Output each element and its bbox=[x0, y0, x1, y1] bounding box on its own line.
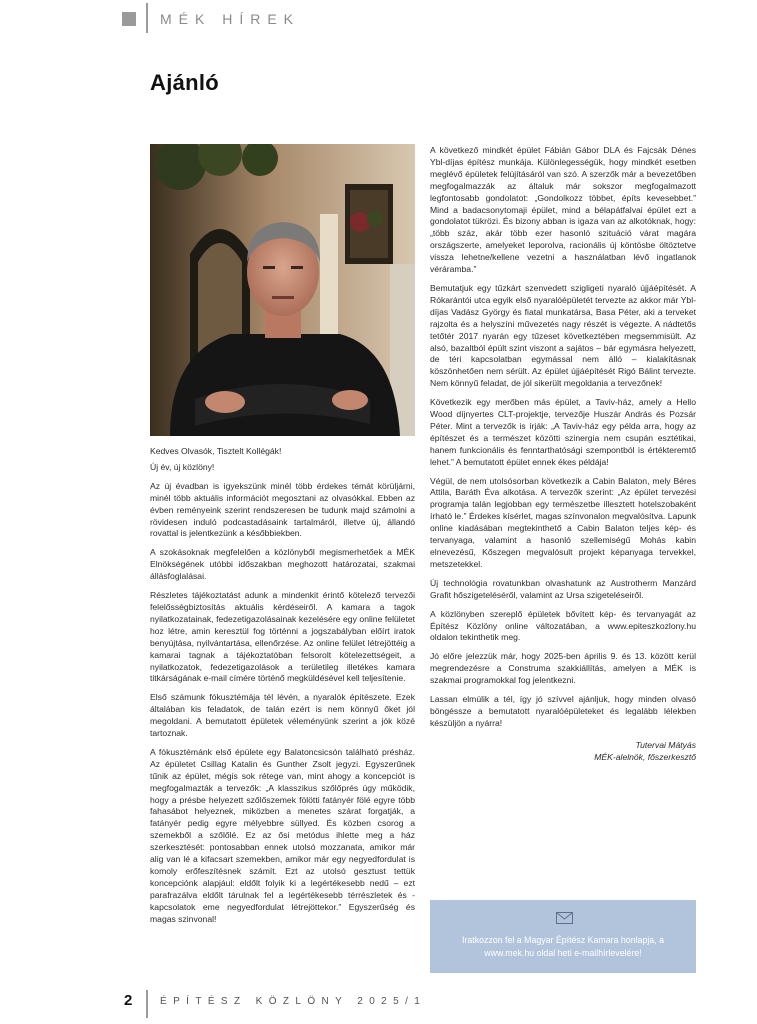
header-square-marker bbox=[122, 12, 136, 26]
paragraph: Bemutatjuk egy tűzkárt szenvedett szigligeti nyaraló újjáépítését. A Rókarántói utca egyik első nyaralóépületét tervezte az akkor már Ybl-díjas Vadász György és fiatal munkatársa, Basa Péter, aki a terveket rajzolta és a helyszíni művezetés nagy részét is végezte. A nádtetős tetőtér 2017 nyarán egy tűzeset következtében megsemmisült. Az alsó, bazaltból épült szint viszont a sajátos – bár egymásra helyezett, de téri kapcsolatban egymással nem álló – kialakításnak köszönhetően nem sérült. Az épület újjáépítését Rigó Bálint tervezte. Nem könnyű feladat, de jól sikerült megoldania a tervezőnek! bbox=[430, 282, 696, 389]
newsletter-signup-box[interactable] bbox=[430, 900, 696, 973]
paragraph: Jó előre jelezzük már, hogy 2025-ben április 9. és 13. között kerül megrendezésre a Construma szakkiállítás, amelyen a MÉK is szakmai programokkal fog jelentkezni. bbox=[430, 651, 696, 686]
paragraph: A szokásoknak megfelelően a közlönyből megismerhetőek a MÉK Elnökségének utóbbi időszakban meghozott határozatai, szakmai állásfoglalásai. bbox=[150, 547, 415, 582]
envelope-icon bbox=[556, 912, 573, 924]
salutation: Kedves Olvasók, Tisztelt Kollégák! bbox=[150, 446, 282, 456]
right-text-column bbox=[430, 145, 696, 764]
paragraph: Részletes tájékoztatást adunk a mindenkit érintő kötelező tervezői felelősségbiztosítás aktuális kérdéseiről. A kamara a tagok nyilatkozatainak, fedezetigazolásainak kezelésére egy online felületet hoz létre, amin keresztül fog történni a jogszabályban előírt iratok benyújtása, nyilvántartása, ellenőrzése. Az online felület létrejöttéig a kamarai tagnak a tájékoztatóban felsorolt kötelezettségeit, a nyilatkozatok, fedezetigazolások a területileg illetékes kamara titkárságának e-mail címére történő megküldésével kell teljesítenie. bbox=[150, 590, 415, 684]
greeting: Új év, új közlöny! bbox=[150, 461, 215, 472]
paragraph: Következik egy merőben más épület, a Taviv-ház, amely a Hello Wood díjnyertes CLT-projektje, tervezője Huszár András és Pozsár Péter. Mint a tervezők is írják: „A Taviv-ház egy példa arra, hogy az építészet és a természet közötti szinergia nem csupán esztétikai, hanem funkcionális és fenntarthatósági szempontból is értékteremtő lehet.” A bemutatott épület ennek ékes példája! bbox=[430, 397, 696, 467]
paragraph: Lassan elmúlik a tél, így jó szívvel ajánljuk, hogy minden olvasó böngéssze a bemutatott nyaralóépületeket és legalább lélekben készüljön a nyárra! bbox=[430, 694, 696, 728]
page-title: Ajánló bbox=[150, 70, 220, 95]
paragraph: A közlönyben szereplő épületek bővített kép- és tervanyagát az Építész Közlöny online változatában, a www.epiteszkozlony.hu oldalon tekinthetik meg. bbox=[430, 608, 696, 643]
paragraph: A fókusztémánk első épülete egy Balatoncsicsón található présház. Az épületet Csillag Katalin és Gunther Zsolt jegyzi. Egyszerűnek tűnik az épület, mégis sok rétege van, mint ahogy a koncepciót is megfogalmazták a tervezők: „A klasszikus szőlőprés úgy működik, hogy a présbe helyezett szőlőszemek fölötti fatányér fölé egyre több fahasábot helyeznek, miközben a menetes szárat forgatják, a fatányér pedig egyre mélyebbre süllyed. És közben csorog a szemekből a szőlőlé. Ez az ősi metódus ihlette meg a ház szerkesztését: pontosabban ennek utolsó mozzanata, amikor már alig van lé a kifacsart szemekben, amikor már egy negyedfordulat is komoly erőfeszítésnek számít. Ezt az utolsó gesztust tettük koncepciónk alapjául: eldőlt folyik ki a legértékesebb nedű – ezt parafrazálva eldőlt tárulnak fel a legértékesebb térrészletek és -kapcsolatok eme negyedfordulat létrejöttekor.” Egyszerűség és magas szinvonal! bbox=[150, 746, 415, 924]
signature-role: MÉK-alelnök, főszerkesztő bbox=[594, 751, 696, 762]
author-portrait-photo bbox=[150, 144, 415, 436]
paragraph: Új technológia rovatunkban olvashatunk az Austrotherm Manzárd Grafit hőszigeteléséről, valamint az Ursa szigeteléseiről. bbox=[430, 577, 696, 600]
paragraph: Az új évadban is igyekszünk minél több érdekes témát körüljárni, minél több aktuális információt megosztani az olvasókkal. Ebben az évben reményeink szerint rendszeresen be tudunk majd számolni a rövidesen induló podcastadásaink tartalmáról, illetve új, állandó rovattal is jelentkezünk a későbbiekben. bbox=[150, 480, 415, 539]
footer-divider bbox=[146, 990, 148, 1018]
section-label: MÉK HÍREK bbox=[160, 11, 301, 27]
paragraph: Első számunk fókusztémája tél lévén, a nyaralók építészete. Ezek általában kis feladatok, de talán ezért is nem könnyű őket jól megoldani. A bemutatott épületek véleményünk szerint a jók közé tartoznak. bbox=[150, 692, 415, 739]
paragraph: Végül, de nem utolsósorban következik a Cabin Balaton, mely Béres Attila, Baráth Éva alkotása. A tervezők szerint: „Az épület tervezési programja talán legjobban egy természetbe illesztett hotelszobaként írható le.” Érdekes kísérlet, magas színvonalon megvalósítva. Lapunk online kiadásában megtekinthető a Cabin Balaton teljes kép- és tervanyaga, valamint a hasonló szellemiségű Mohás kabin elnevezésű, Kőszegen megvalósult projekt képanyaga tervekkel, metszetekkel. bbox=[430, 475, 696, 569]
page-number: 2 bbox=[124, 992, 133, 1009]
journal-name: ÉPÍTÉSZ KÖZLÖNY 2025/1 bbox=[160, 996, 427, 1007]
header-divider bbox=[146, 3, 148, 33]
left-text-column bbox=[150, 446, 415, 933]
signature-name: Tutervai Mátyás bbox=[635, 739, 696, 750]
newsletter-text: Iratkozzon fel a Magyar Építész Kamara honlapja, a www.mek.hu oldal heti e-mailhírlevelére! bbox=[462, 935, 664, 958]
paragraph: A következő mindkét épület Fábián Gábor DLA és Fajcsák Dénes Ybl-díjas építész munkája. Különlegességük, hogy mindkét esetben meglévő épületek felújításáról van szó. A szerzők már a bevezetőben megfogalmazzák az általuk már sokszor megfogalmazott legfontosabb gondolatot: „Gondolkozz többet, építs kevesebbet.” Mind a badacsonytomaji épület, mind a bélapátfalvai épület ezt a gondolatot tükrözi. És bizony abban is igaza van az alkotóknak, hogy: „több száz, akár több ezer hasonló szituáció várat magára országszerte, amelyeket leporolva, racionális új köntösbe öltöztetve vissza lehetne/kellene vezetni a használatban lévő ingatlanok vérárambа.” bbox=[430, 145, 696, 275]
